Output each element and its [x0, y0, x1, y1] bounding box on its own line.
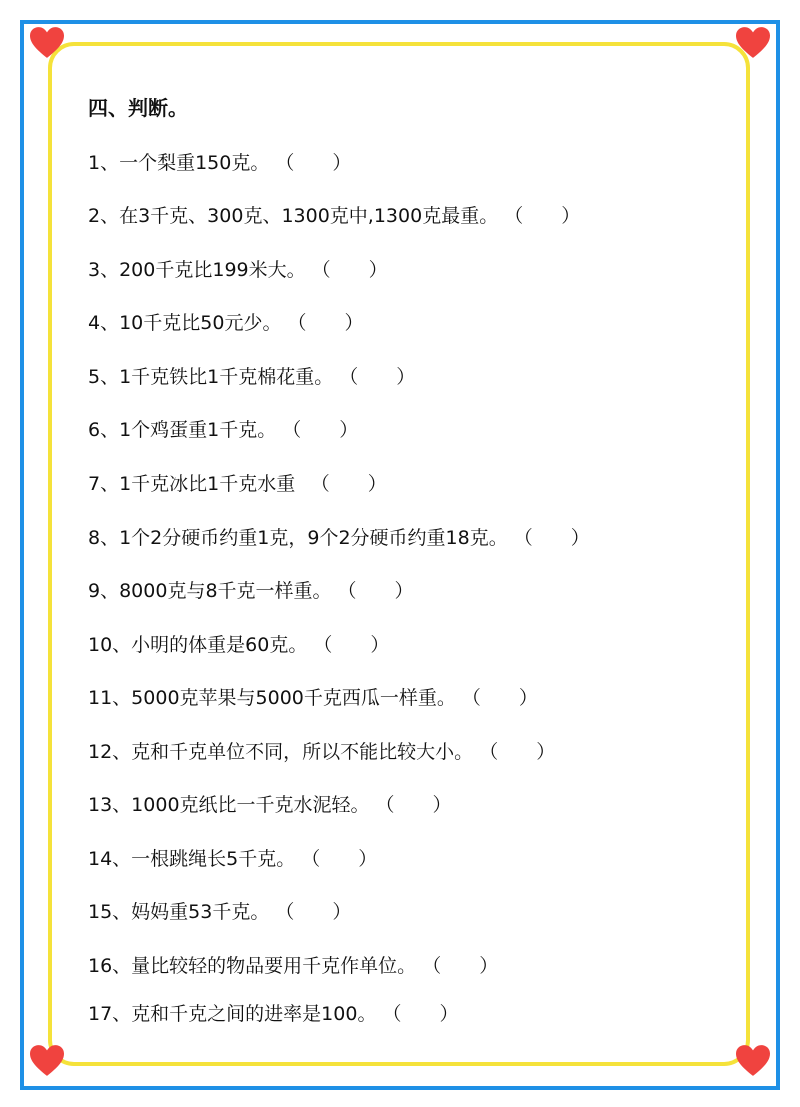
answer-blank[interactable]: （ ）: [301, 473, 387, 495]
question-text: 12、克和千克单位不同，所以不能比较大小。: [88, 741, 474, 763]
question-item: [88, 897, 351, 924]
answer-blank[interactable]: （ ）: [337, 580, 414, 602]
answer-blank[interactable]: （ ）: [513, 527, 590, 549]
answer-blank[interactable]: （ ）: [375, 794, 452, 816]
answer-blank[interactable]: （ ）: [301, 848, 378, 870]
question-item: [88, 201, 580, 228]
question-text: 15、妈妈重53千克。: [88, 901, 270, 923]
question-text: 11、5000克苹果与5000千克西瓜一样重。: [88, 687, 456, 709]
question-item: [88, 576, 414, 603]
question-text: 8、1个2分硬币约重1克，9个2分硬币约重18克。: [88, 527, 508, 549]
question-item: [88, 523, 590, 550]
answer-blank[interactable]: （ ）: [479, 741, 556, 763]
question-text: 13、1000克纸比一千克水泥轻。: [88, 794, 370, 816]
question-item: [88, 630, 389, 657]
answer-blank[interactable]: （ ）: [275, 152, 352, 174]
question-item: [88, 737, 555, 764]
question-text: 2、在3千克、300克、1300克中,1300克最重。: [88, 205, 499, 227]
question-item: [88, 951, 498, 978]
answer-blank[interactable]: （ ）: [313, 634, 390, 656]
question-item: [88, 148, 351, 175]
question-text: 1、一个梨重150克。: [88, 152, 270, 174]
answer-blank[interactable]: （ ）: [282, 419, 359, 441]
question-text: 10、小明的体重是60克。: [88, 634, 308, 656]
question-text: 5、1千克铁比1千克棉花重。: [88, 366, 334, 388]
question-item: [88, 790, 452, 817]
answer-blank[interactable]: （ ）: [422, 955, 499, 977]
question-text: 7、1千克冰比1千克水重: [88, 473, 296, 495]
question-text: 16、量比较轻的物品要用千克作单位。: [88, 955, 417, 977]
section-heading: 四、判断。: [88, 96, 188, 120]
question-item: [88, 362, 415, 389]
heart-icon: [736, 26, 770, 60]
answer-blank[interactable]: （ ）: [287, 312, 364, 334]
question-item: [88, 469, 387, 496]
question-item: [88, 683, 538, 710]
question-item: [88, 308, 363, 335]
heart-icon: [30, 1044, 64, 1078]
question-text: 9、8000克与8千克一样重。: [88, 580, 332, 602]
answer-blank[interactable]: （ ）: [275, 901, 352, 923]
question-text: 17、克和千克之间的进率是100。: [88, 1003, 377, 1025]
question-item: [88, 415, 358, 442]
heart-icon: [736, 1044, 770, 1078]
heart-icon: [30, 26, 64, 60]
answer-blank[interactable]: （ ）: [339, 366, 416, 388]
answer-blank[interactable]: （ ）: [382, 1003, 459, 1025]
answer-blank[interactable]: （ ）: [504, 205, 581, 227]
question-item: [88, 844, 377, 871]
question-text: 6、1个鸡蛋重1千克。: [88, 419, 277, 441]
answer-blank[interactable]: （ ）: [461, 687, 538, 709]
answer-blank[interactable]: （ ）: [311, 259, 388, 281]
question-item: [88, 999, 458, 1026]
question-item: [88, 255, 388, 282]
question-text: 4、10千克比50元少。: [88, 312, 282, 334]
question-text: 14、一根跳绳长5千克。: [88, 848, 296, 870]
question-text: 3、200千克比199米大。: [88, 259, 306, 281]
